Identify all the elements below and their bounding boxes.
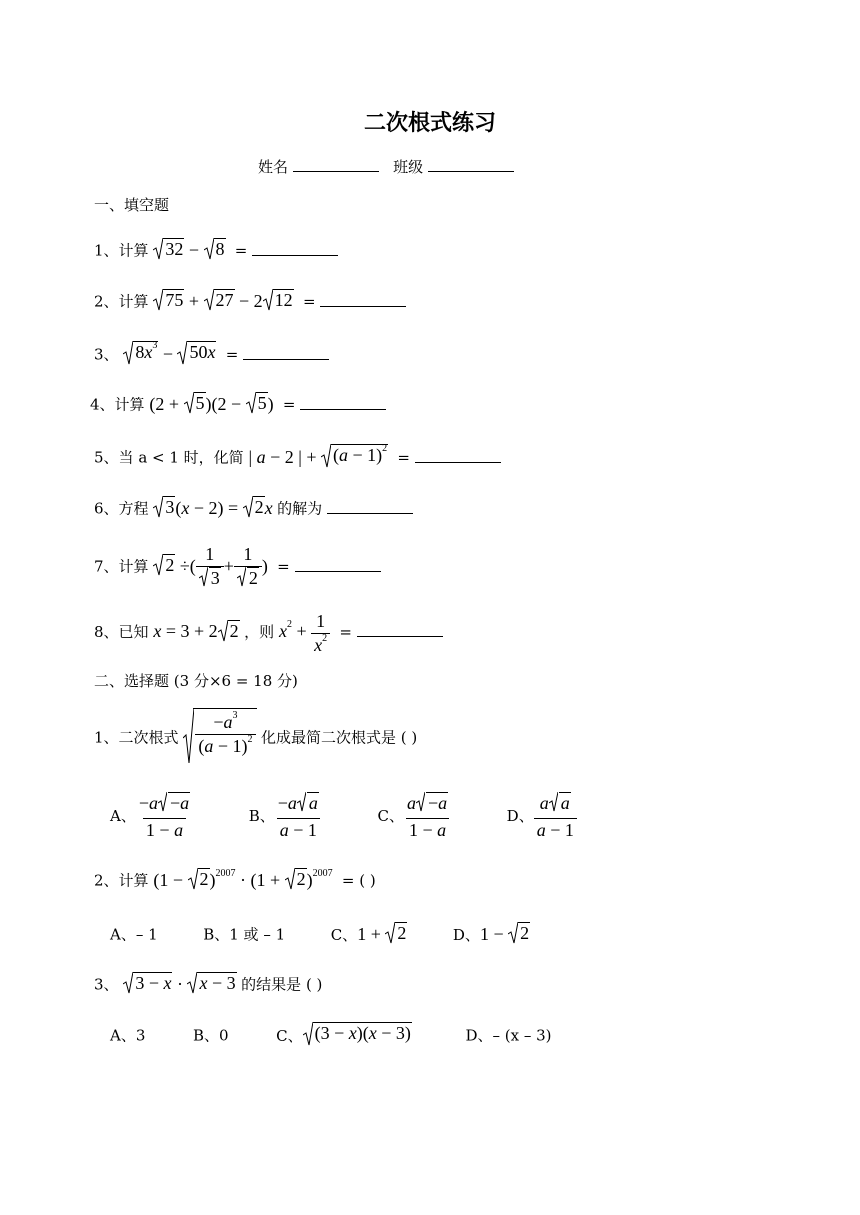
question-number: 4、 [90,395,115,414]
question-number: 2、 [94,292,119,311]
name-blank[interactable] [293,157,379,172]
answer-paren[interactable]: ( ) [400,728,418,747]
equals: = [339,623,352,642]
answer-blank[interactable] [327,499,413,514]
question-number: 3、 [94,345,119,364]
option-c[interactable]: C、 a −a 1 − a [377,793,448,840]
choice-question-2 [94,868,376,895]
question-number: 7、 [94,557,119,576]
fill-question-4 [90,392,386,419]
question-text: 计算 [118,241,149,260]
option-c[interactable]: C、1 + 2 [331,926,408,944]
formula-5: | a − 2 | + $(a - 1)^2$ [248,447,392,467]
question-text-suffix: 的结果是 [241,975,302,994]
option-d[interactable]: D、 a a a − 1 [507,807,577,825]
question-text-suffix: 化成最简二次根式是 [261,728,397,747]
answer-paren[interactable]: = ( ) [341,871,376,890]
choice-2-options [110,922,530,949]
fill-question-7 [94,543,381,592]
choice-question-1 [94,708,417,769]
formula-3: $8x^3$ − 50x [123,344,221,364]
fill-question-2 [94,289,406,316]
question-text-suffix: 的解为 [277,499,323,518]
fill-question-6 [94,496,413,523]
option-d[interactable]: D、– (x – 3) [465,1026,552,1045]
question-number: 3、 [94,975,119,994]
question-number: 5、 [94,448,119,467]
question-text: 当 a < 1 时，化简 [118,448,244,467]
question-number: 1、 [94,241,119,260]
answer-blank[interactable] [252,241,338,256]
formula-c2: (1 − 2 )$^{2007}$ · (1 + 2 )$^{2007}$ [153,870,337,890]
formula-8b: $x^2$ + $\frac{1}{x^2}$ [279,621,335,641]
name-label: 姓名 [258,158,289,176]
choice-3-options [110,1022,552,1051]
question-text: 方程 [118,499,149,518]
formula-8a: x = 3 + 2 2 [153,621,244,641]
answer-blank[interactable] [320,292,406,307]
question-text: 已知 [118,623,149,642]
choice-question-3 [94,972,322,999]
answer-blank[interactable] [300,395,386,410]
answer-blank[interactable] [243,345,329,360]
question-text-mid: ，则 [244,623,275,642]
answer-blank[interactable] [295,557,381,572]
option-a[interactable]: A、– 1 [110,925,158,944]
question-number: 6、 [94,499,119,518]
fill-question-5 [94,444,501,473]
option-b[interactable]: B、 −a a a − 1 [248,793,318,840]
formula-2: 75 + 27 − 2 12 [153,291,298,311]
section2-title: 二、选择题 [94,672,170,690]
question-number: 2、 [94,871,119,890]
question-text: 计算 [118,292,149,311]
question-text: 计算 [114,395,145,414]
option-d[interactable]: D、1 − 2 [453,926,530,944]
equals: = [225,345,239,364]
fill-question-3 [94,341,329,370]
equals: = [302,292,316,311]
section2-heading [94,670,298,691]
option-b[interactable]: B、1 或 – 1 [203,925,286,944]
question-number: 1、 [94,728,119,747]
formula-c1: $\frac{-a^3}{(a - 1)^2}$ [183,727,261,747]
name-class-line [258,156,514,177]
fill-question-8 [94,610,443,656]
section2-score: (3 分×6 = 18 分) [173,672,298,690]
formula-1: 32 − 8 [153,240,230,260]
formula-c3: 3 − x · x − 3 [123,974,241,994]
option-a[interactable]: A、 −a −a 1 − a [110,793,190,840]
answer-blank[interactable] [415,448,501,463]
formula-4: (2 + 5 )(2 − 5 ) [149,394,278,414]
section1-heading: 一、填空题 [94,196,170,214]
equals: = [282,395,296,414]
option-b[interactable]: B、0 [192,1026,229,1045]
equals: = [277,557,290,576]
equals: = [397,448,410,467]
question-text: 计算 [118,557,149,576]
choice-1-options [110,792,577,841]
option-c[interactable]: C、 (3 − x)(x − 3) [276,1027,412,1045]
option-a[interactable]: A、3 [110,1026,146,1045]
answer-paren[interactable]: ( ) [305,975,323,994]
class-label: 班级 [393,158,424,176]
question-number: 8、 [94,623,119,642]
class-blank[interactable] [428,157,514,172]
formula-6: 3 (x − 2) = 2 x [153,498,277,518]
equals: = [234,241,248,260]
formula-7: 2 ÷( $\frac{1}{3}$ + $\frac{1}{2}$ ) [153,556,272,576]
question-text: 计算 [118,871,149,890]
page-title: 二次根式练习 [363,111,496,136]
question-text: 二次根式 [118,728,179,747]
fill-question-1 [94,238,338,265]
answer-blank[interactable] [357,622,443,637]
